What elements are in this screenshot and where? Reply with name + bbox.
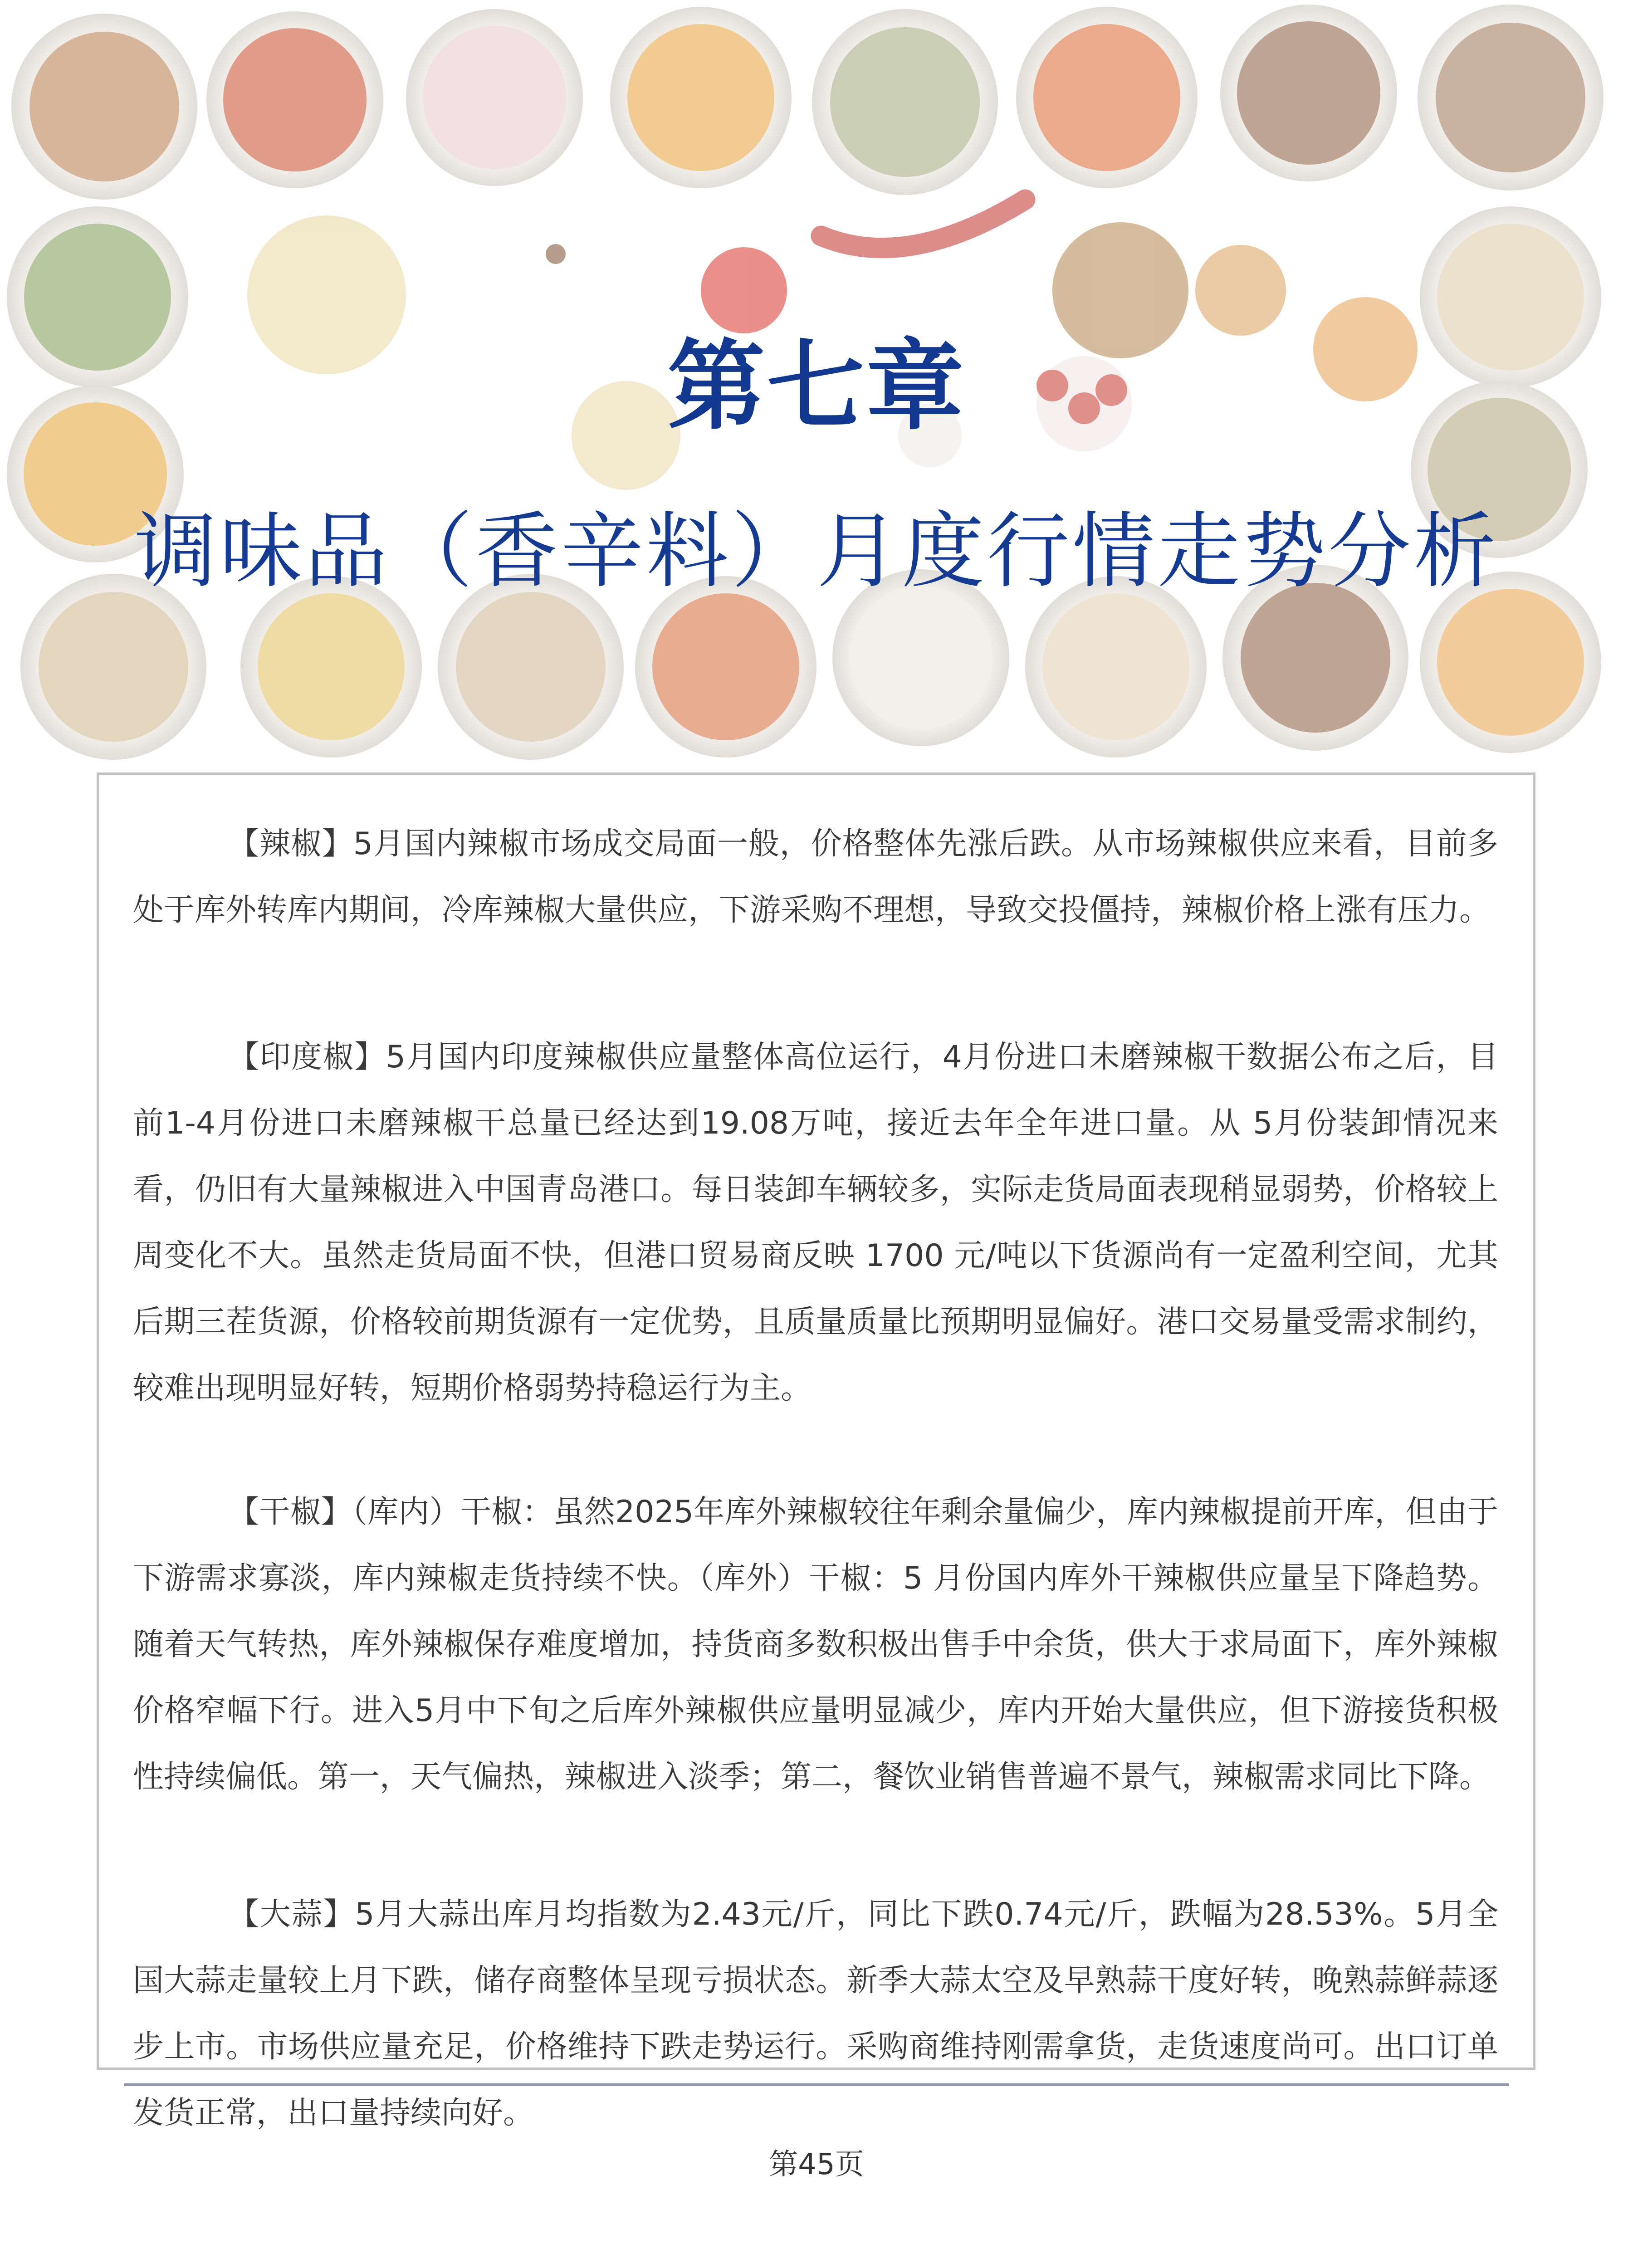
section-text: 5月国内辣椒市场成交局面一般，价格整体先涨后跌。从市场辣椒供应来看，目前多处于库外转库内期间，冷库辣椒大量供应，下游采购不理想，导致交投僵持，辣椒价格上涨有压力。 — [133, 826, 1498, 928]
content-box — [97, 772, 1535, 2131]
section-tag: 【大蒜】 — [228, 1897, 355, 1932]
section-text: （库内）干椒：虽然2025年库外辣椒较往年剩余量偏少，库内辣椒提前开库，但由于下游需求寡淡，库内辣椒走货持续不快。（库外）干椒：5 月份国内库外干辣椒供应量呈下降趋势。随着天气转热，库外辣椒保存难度增加，持货商多数积极出售手中余货，供大于求局面下，库外辣椒价格窄幅下行。进入5月中下旬之后库外辣椒供应量明显减少，库内开始大量供应，但下游接货积极性持续偏低。第一，天气偏热，辣椒进入淡季；第二，餐饮业销售普遍不景气，辣椒需求同比下降。 — [133, 1494, 1498, 1795]
chapter-title: 调味品（香辛料）月度行情走势分析 — [134, 503, 1499, 599]
footer-divider — [124, 2083, 1509, 2086]
page-number: 第45页 — [769, 2148, 864, 2181]
section-text: 5月大蒜出库月均指数为2.43元/斤，同比下跌0.74元/斤，跌幅为28.53%。5月全国大蒜走量较上月下跌，储存商整体呈现亏损状态。新季大蒜太空及早熟蒜干度好转，晚熟蒜鲜蒜逐步上市。市场供应量充足，价格维持下跌走势运行。采购商维持刚需拿货，走货速度尚可。出口订单发货正常，出口量持续向好。 — [133, 1897, 1498, 2131]
section-tag: 【干椒】 — [228, 1494, 352, 1530]
chapter-heading: 第七章 — [667, 329, 966, 443]
section-tag: 【辣椒】 — [228, 826, 353, 862]
section-dried-chili — [133, 1479, 1498, 1810]
section-indian-chili — [133, 1024, 1498, 1422]
section-chili — [133, 811, 1498, 943]
spice-header-banner — [0, 0, 1633, 762]
section-text: 5月国内印度辣椒供应量整体高位运行，4月份进口未磨辣椒干数据公布之后，目前1-4月份进口未磨辣椒干总量已经达到19.08万吨，接近去年全年进口量。从 5月份装卸情况来看，仍旧有大量辣椒进入中国青岛港口。每日装卸车辆较多，实际走货局面表现稍显弱势，价格较上周变化不大。虽然走货局面不快，但港口贸易商反映 1700 元/吨以下货源尚有一定盈利空间，尤其后期三茬货源，价格较前期货源有一定优势，且质量质量比预期明显偏好。港口交易量受需求制约，较难出现明显好转，短期价格弱势持稳运行为主。 — [133, 1039, 1498, 1406]
section-tag: 【印度椒】 — [228, 1039, 386, 1075]
section-garlic — [133, 1882, 1498, 2146]
